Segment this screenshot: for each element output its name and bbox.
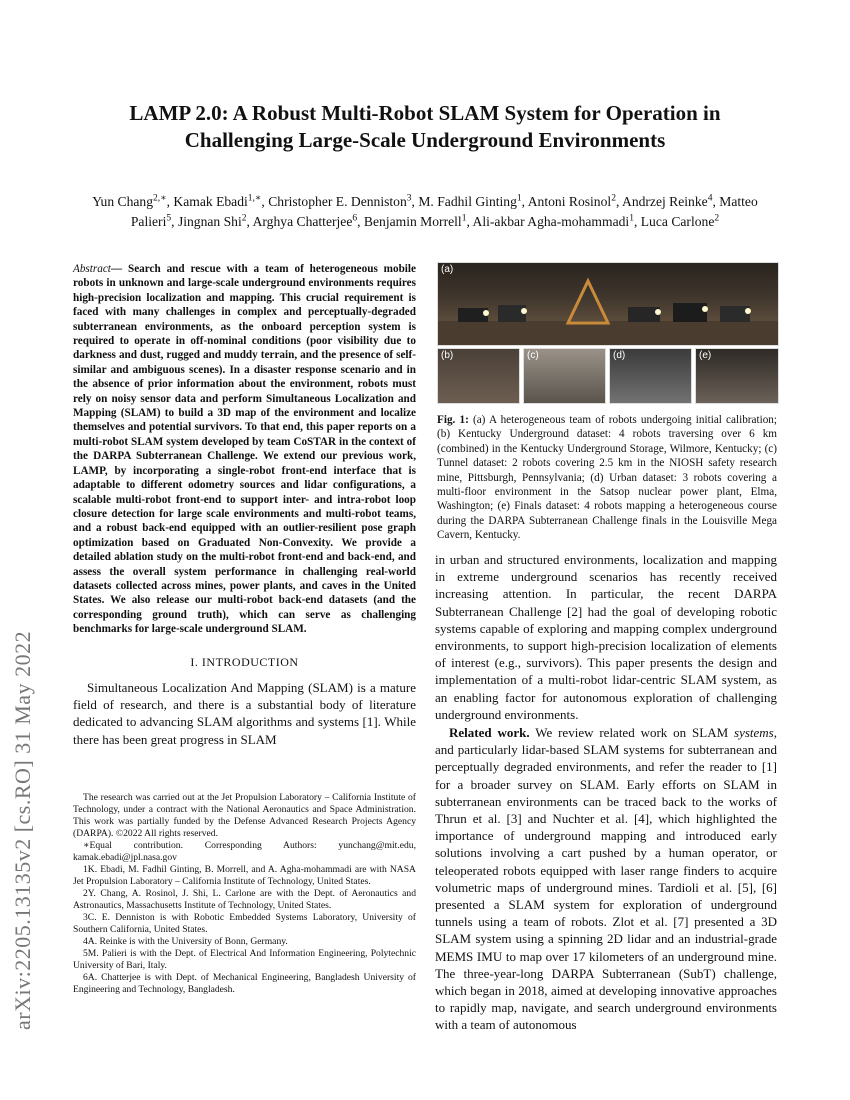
figure-caption — [437, 413, 777, 543]
left-column — [73, 262, 416, 748]
author-affiliation: 4 — [707, 193, 713, 204]
footnote: The research was carried out at the Jet Propulsion Laboratory – California Institute of Technology, under a contract with the National Aeronautics and Space Administration. This work was partially funded by the Defense Advanced Research Projects Agency (DARPA). ©2022 All rights reserved. — [73, 792, 416, 839]
author-affiliation: 2 — [611, 193, 616, 204]
title-line-2: Challenging Large-Scale Underground Environments — [184, 128, 666, 152]
paper-title — [60, 100, 790, 154]
abstract-text: — Search and rescue with a team of heterogeneous mobile robots in unknown and large-scale underground environments requires high-precision localization and mapping. This crucial requirement is faced with many challenges in complex and perceptually-degraded subterranean environments, as the onboard perception system is required to operate in off-nominal conditions (poor visibility due to darkness and dust, rugged and muddy terrain, and the presence of self-similar and ambiguous scenes). In a disaster response scenario and in the absence of prior information about the environment, robots must rely on noisy sensor data and perform Simultaneous Localization and Mapping (SLAM) to build a 3D map of the environment and localize themselves and potential survivors. To that end, this paper reports on a multi-robot SLAM system developed by team CoSTAR in the context of the DARPA Subterranean Challenge. We extend our previous work, LAMP, by incorporating a single-robot front-end interface that is adaptable to different odometry sources and lidar configurations, a scalable multi-robot front-end to support inter- and intra-robot loop closure detection for large scale environments and multi-robot teams, and a robust back-end equipped with an outlier-resilient pose graph optimization based on Graduated Non-Convexity. We provide a detailed ablation study on the multi-robot front-end and back-end, and assess the overall system performance in challenging real-world datasets collected across mines, power plants, and caves in the United States. We also release our multi-robot back-end datasets (and the corresponding ground truth), which can serve as challenging benchmarks for large-scale underground SLAM. — [73, 263, 416, 636]
author-affiliation: 1 — [461, 213, 467, 224]
footnote: 5M. Palieri is with the Dept. of Electrical And Information Engineering, Polytechnic University of Bari, Italy. — [73, 948, 416, 971]
robot-shape — [673, 303, 707, 322]
abstract — [73, 262, 416, 637]
author-name: , Matteo Palieri — [130, 194, 758, 229]
title-line-1: LAMP 2.0: A Robust Multi-Robot SLAM System for Operation in — [129, 101, 721, 125]
figure-panel-tunnel — [523, 348, 606, 404]
footnote: 4A. Reinke is with the University of Bonn, Germany. — [83, 936, 288, 947]
footnote: 3C. E. Denniston is with Robotic Embedded Systems Laboratory, University of Southern California, United States. — [73, 912, 416, 935]
light-shape — [521, 308, 527, 314]
caption-text: (a) A heterogeneous team of robots undergoing initial calibration; (b) Kentucky Underground dataset: 4 robots traversing over 6 km (combined) in the Kentucky Underground Storage, Wilmore, Kentucky; (c) Tunnel dataset: 2 robots covering 2.5 km in the NIOSH safety research mine, Pittsburgh, Pennsylvania; (d) Urban dataset: 3 robots covering a multi-floor environment in the Satsop nuclear power plant, Elma, Washington; (e) Finals dataset: 4 robots mapping a heterogeneous course during the DARPA Subterranean Challenge finals in the Louisville Mega Cavern, Kentucky. — [437, 414, 778, 542]
light-shape — [702, 306, 708, 312]
author-affiliation: 1 — [629, 213, 634, 224]
tripod-shape — [568, 281, 608, 323]
intro-paragraph: Simultaneous Localization And Mapping (SLAM) is a mature field of research, and there is a substantial body of literature dedicated to advancing SLAM algorithms and systems [1]. While there has been great progress in SLAM — [73, 679, 416, 747]
robot-shape — [458, 308, 488, 322]
figure-panel-urban — [609, 348, 692, 404]
light-shape — [745, 308, 751, 314]
figure-panel-finals — [695, 348, 779, 404]
author-name: , Luca Carlone — [633, 214, 715, 229]
author-affiliation: 2 — [241, 213, 247, 224]
author-affiliation: 2 — [714, 213, 720, 224]
author-affiliation: 2,∗ — [153, 193, 167, 204]
related-work-text: We review related work on SLAM — [529, 725, 735, 741]
author-affiliation: 1,∗ — [247, 193, 262, 204]
author-list — [70, 192, 780, 232]
author-affiliation: 6 — [352, 213, 358, 224]
figure-1 — [437, 262, 777, 402]
footnotes — [73, 792, 416, 996]
author-affiliation: 1 — [516, 193, 522, 204]
robot-team-illustration — [438, 263, 778, 345]
author-name: Yun Chang — [92, 194, 154, 209]
author-name: , Christopher E. Denniston — [261, 194, 407, 209]
figure-panel-robot-team — [437, 262, 779, 346]
section-heading-introduction: I. INTRODUCTION — [190, 654, 299, 669]
light-shape — [483, 310, 489, 316]
footnote: 2Y. Chang, A. Rosinol, J. Shi, L. Carlone are with the Dept. of Aeronautics and Astronautics, Massachusetts Institute of Technology, United States. — [73, 888, 416, 911]
caption-label: Fig. 1: — [437, 414, 469, 426]
robot-shape — [628, 307, 660, 322]
footnote: 6A. Chatterjee is with Dept. of Mechanical Engineering, Bangladesh University of Engineering and Technology, Bangladesh. — [73, 972, 416, 995]
panel-label: (b) — [441, 350, 454, 361]
author-name: , Andrzej Reinke — [615, 194, 708, 209]
author-affiliation: 3 — [406, 193, 412, 204]
panel-label: (a) — [441, 264, 454, 275]
panel-label: (e) — [699, 350, 712, 361]
footnote: 1K. Ebadi, M. Fadhil Ginting, B. Morrell, and A. Agha-mohammadi are with NASA Jet Propulsion Laboratory – California Institute of Technology, United States. — [73, 864, 416, 887]
robot-shape — [498, 305, 526, 322]
author-name: , Arghya Chatterjee — [246, 214, 353, 229]
related-work-heading: Related work. — [449, 725, 530, 741]
arxiv-identifier: arXiv:2205.13135v2 [cs.RO] 31 May 2022 — [10, 630, 35, 1030]
robot-shape — [720, 306, 750, 322]
footnote: ∗Equal contribution. Corresponding Authors: yunchang@mit.edu, kamak.ebadi@jpl.nasa.gov — [73, 840, 416, 863]
author-name: , Ali-akbar Agha-mohammadi — [466, 214, 630, 229]
author-name: , Jingnan Shi — [171, 214, 242, 229]
author-name: , M. Fadhil Ginting — [411, 194, 517, 209]
author-affiliation: 5 — [166, 213, 172, 224]
ground-shape — [438, 321, 778, 345]
author-name: , Antoni Rosinol — [521, 194, 612, 209]
related-work-paragraph — [435, 724, 777, 1034]
right-column — [435, 551, 777, 1034]
related-work-text: , and particularly lidar-based SLAM systems for subterranean and perceptually degraded environments, and refer the reader to [1] for a broader survey on SLAM. Early efforts on SLAM in subterranean environments can be traced back to the works of Thrun et al. [3] and Nuchter et al. [4], which highlighted the importance of underground mapping and introduced early solutions involving a cart pushed by a human operator, or teleoperated robots equipped with laser range finders to acquire volumetric maps of underground mines. Tardioli et al. [5], [6] presented a SLAM system for exploration of underground tunnels using a team of robots. Zlot et al. [7] presented a 3D SLAM system using a spinning 2D lidar and an industrial-grade MEMS IMU to map over 17 kilometers of an underground mine. The three-year-long DARPA Subterranean (SubT) challenge, which began in 2018, aimed at developing innovative approaches to rapidly map, navigate, and search underground environments with a team of autonomous — [435, 725, 777, 1033]
related-work-emphasis: systems — [734, 725, 774, 741]
light-shape — [655, 309, 661, 315]
panel-label: (c) — [527, 350, 539, 361]
author-name: , Benjamin Morrell — [357, 214, 462, 229]
figure-panel-kentucky — [437, 348, 520, 404]
abstract-label: Abstract — [73, 263, 111, 275]
author-name: , Kamak Ebadi — [166, 194, 248, 209]
body-paragraph: in urban and structured environments, localization and mapping in extreme underground scenarios has recently received increasing attention. In particular, the recent DARPA Subterranean Challenge [2] had the goal of developing robotic systems capable of exploring and mapping complex underground environments, to support high-precision localization of elements of interest (e.g., survivors). This paper presents the design and implementation of a multi-robot lidar-centric SLAM system, as an enabling factor for autonomous exploration of challenging underground environments. — [435, 552, 777, 722]
panel-label: (d) — [613, 350, 626, 361]
